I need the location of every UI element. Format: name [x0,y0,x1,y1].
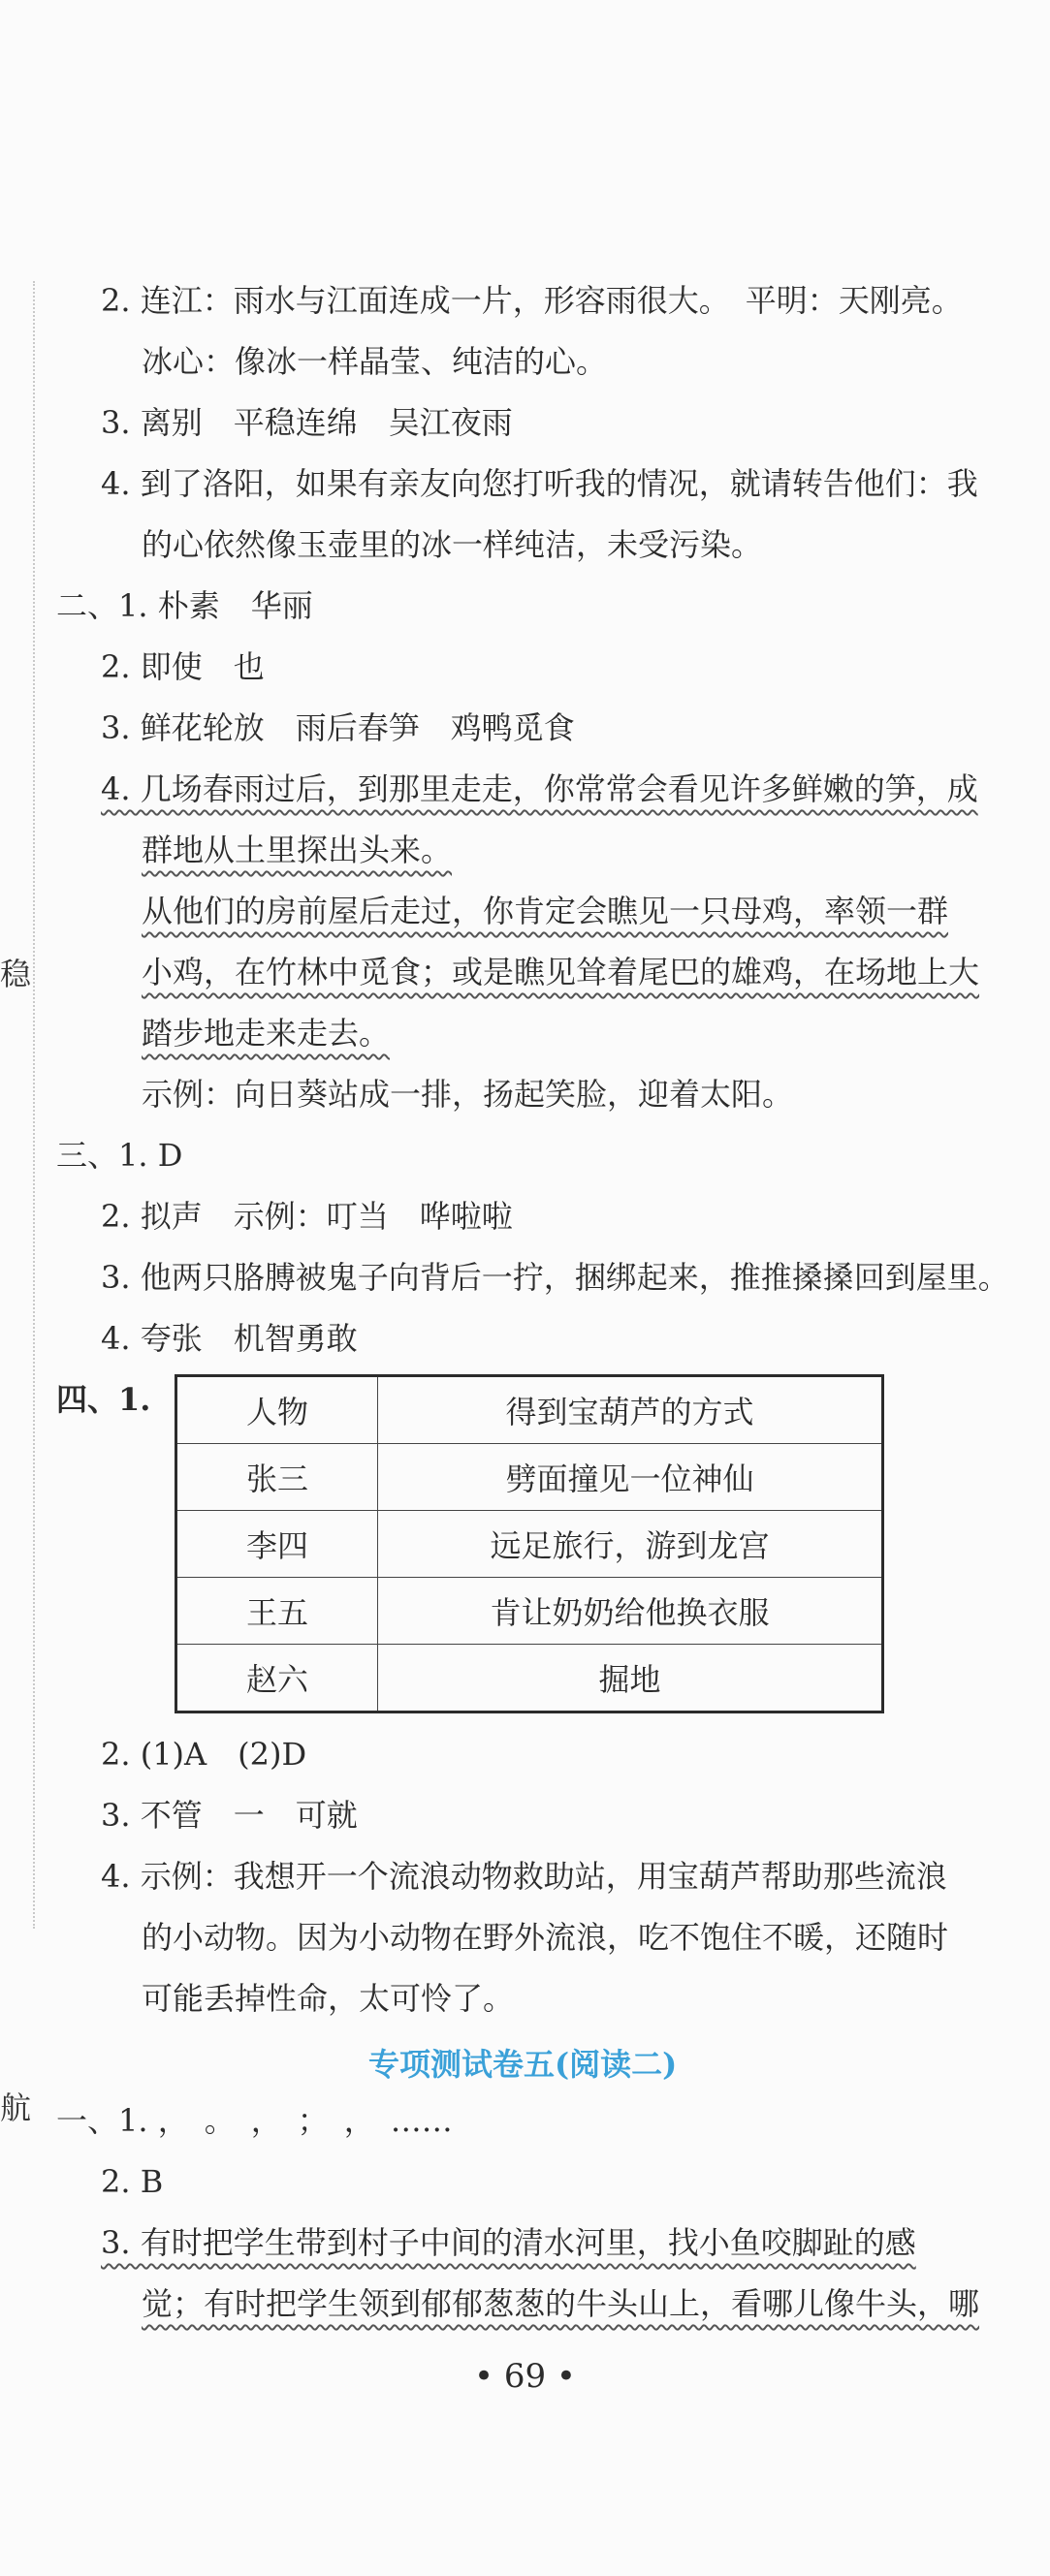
answer-line: 3. 不管 一 可就 [101,1797,358,1834]
answer-line-underlined: 群地从土里探出头来。 [142,832,453,868]
table-header-row [176,1376,883,1444]
answer-line-underlined: 从他们的房前屋后走过，你肯定会瞧见一只母鸡，率领一群 [142,893,949,929]
answer-line: 4. 夸张 机智勇敢 [101,1320,358,1357]
answer-line-underlined: 觉；有时把学生领到郁郁葱葱的牛头山上，看哪儿像牛头，哪 [142,2285,980,2322]
answer-line: 三、1. D [56,1137,183,1174]
table-cell: 人物 [176,1376,378,1444]
table-cell: 李四 [176,1511,378,1578]
answer-line: 冰心：像冰一样晶莹、纯洁的心。 [142,343,608,380]
section-title: 专项测试卷五(阅读二) [368,2046,678,2083]
answer-line: 可能丢掉性命，太可怜了。 [142,1980,515,2017]
answer-line: 四、1. [56,1381,151,1418]
table-cell: 张三 [176,1444,378,1511]
answer-line: 2. 即使 也 [101,648,265,685]
table-row [176,1578,883,1645]
answer-line: 二、1. 朴素 华丽 [56,587,313,624]
table-cell: 王五 [176,1578,378,1645]
answer-line: 一、1. ， 。 ， ； ， …… [56,2102,453,2139]
answer-line: 3. 离别 平稳连绵 吴江夜雨 [101,404,513,441]
answer-line-underlined: 3. 有时把学生带到村子中间的清水河里，找小鱼咬脚趾的感 [101,2224,916,2261]
answer-line: 4. 到了洛阳，如果有亲友向您打听我的情况，就请转告他们：我 [101,465,978,502]
table-row [176,1645,883,1712]
answer-line: 4. 示例：我想开一个流浪动物救助站，用宝葫芦帮助那些流浪 [101,1858,947,1895]
table-row [176,1444,883,1511]
answer-line: 2. B [101,2163,164,2200]
margin-char-1: 稳 [0,956,32,992]
table-row [176,1511,883,1578]
binding-fold-line [33,281,35,1929]
page-number: • 69 • [474,2357,576,2396]
margin-char-2: 航 [0,2089,32,2126]
answer-line: 2. (1)A (2)D [101,1736,307,1773]
answer-line: 3. 鲜花轮放 雨后春笋 鸡鸭觅食 [101,709,575,746]
table-cell: 得到宝葫芦的方式 [378,1376,883,1444]
answer-line: 的心依然像玉壶里的冰一样纯洁，未受污染。 [142,526,763,563]
answer-line: 2. 连江：雨水与江面连成一片，形容雨很大。 平明：天刚亮。 [101,282,963,319]
table-cell: 劈面撞见一位神仙 [378,1444,883,1511]
table-cell: 远足旅行，游到龙宫 [378,1511,883,1578]
answer-line: 2. 拟声 示例：叮当 哗啦啦 [101,1198,513,1235]
answer-table [175,1374,884,1713]
table-cell: 赵六 [176,1645,378,1712]
answer-line: 示例：向日葵站成一排，扬起笑脸，迎着太阳。 [142,1076,794,1113]
answer-line-underlined: 小鸡，在竹林中觅食；或是瞧见耸着尾巴的雄鸡，在场地上大 [142,954,980,990]
answer-line: 的小动物。因为小动物在野外流浪，吃不饱住不暖，还随时 [142,1919,949,1956]
answer-line-underlined: 4. 几场春雨过后，到那里走走，你常常会看见许多鲜嫩的笋，成 [101,770,978,807]
table-cell: 肯让奶奶给他换衣服 [378,1578,883,1645]
answer-line: 3. 他两只胳膊被鬼子向背后一拧，捆绑起来，推推搡搡回到屋里。 [101,1259,1009,1296]
table-cell: 掘地 [378,1645,883,1712]
answer-line-underlined: 踏步地走来走去。 [142,1015,391,1052]
